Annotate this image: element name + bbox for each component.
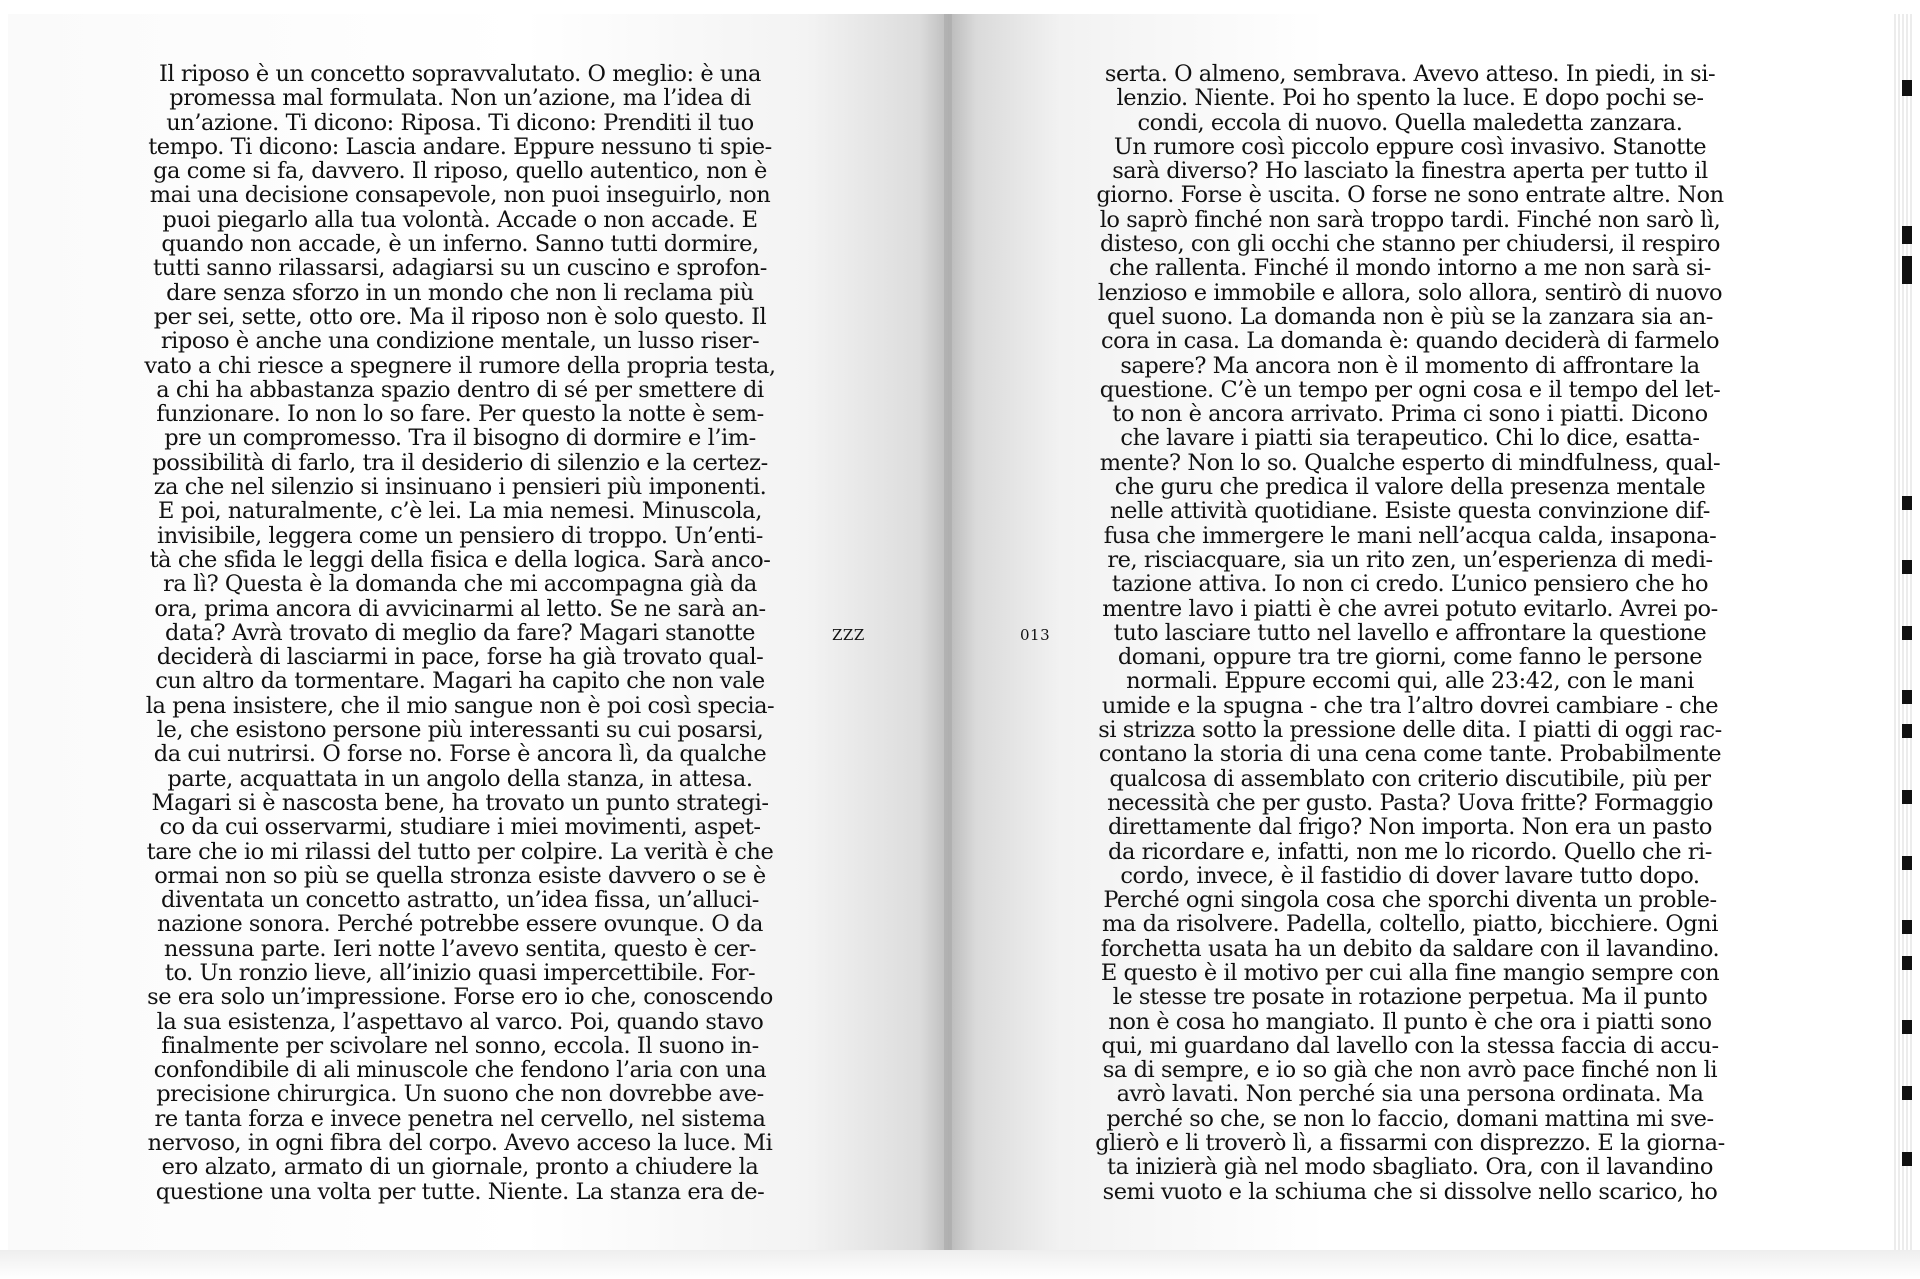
text-line: necessità che per gusto. Pasta? Uova fritte? Formaggio <box>1107 789 1713 816</box>
text-line: sapere? Ma ancora non è il momento di affrontare la <box>1120 352 1700 379</box>
text-line: parte, acquattata in un angolo della stanza, in attesa. <box>167 765 753 792</box>
text-line: un’azione. Ti dicono: Riposa. Ti dicono: Prenditi il tuo <box>166 109 754 136</box>
text-line: diventata un concetto astratto, un’idea fissa, un’alluci- <box>161 887 759 914</box>
text-line: E questo è il motivo per cui alla fine mangio sempre con <box>1100 959 1720 986</box>
edge-tab-mark <box>1902 856 1912 870</box>
text-line: qui, mi guardano dal lavello con la stessa faccia di accu- <box>1101 1032 1719 1059</box>
text-line: lenzio. Niente. Poi ho spento la luce. E dopo pochi se- <box>1116 85 1704 112</box>
text-line: lenzioso e immobile e allora, solo allora, sentirò di nuovo <box>1097 279 1723 306</box>
text-line: puoi piegarlo alla tua volontà. Accade o non accade. E <box>162 206 758 233</box>
text-line: cordo, invece, è il fastidio di dover lavare tutto dopo. <box>1120 862 1700 889</box>
text-line: tuto lasciare tutto nel lavello e affrontare la questione <box>1113 619 1707 646</box>
text-line: serta. O almeno, sembrava. Avevo atteso. In piedi, in si- <box>1104 61 1716 87</box>
text-line: giorno. Forse è uscita. O forse ne sono entrate altre. Non <box>1096 182 1724 209</box>
text-line: pre un compromesso. Tra il bisogno di dormire e l’im- <box>164 425 756 452</box>
text-line: nessuna parte. Ieri notte l’avevo sentita, questo è cer- <box>163 935 757 962</box>
text-line: domani, oppure tra tre giorni, come fanno le persone <box>1117 644 1703 671</box>
text-line: che lavare i piatti sia terapeutico. Chi lo dice, esatta- <box>1120 425 1700 452</box>
text-line: mentre lavo i piatti è che avrei potuto evitarlo. Avrei po- <box>1102 595 1718 622</box>
edge-tab-mark <box>1902 560 1912 574</box>
text-line: invisibile, leggera come un pensiero di troppo. Un’enti- <box>157 522 763 549</box>
text-line: tutti sanno rilassarsi, adagiarsi su un cuscino e sprofon- <box>153 255 767 282</box>
text-line: promessa mal formulata. Non un’azione, ma l’idea di <box>169 85 751 112</box>
text-line: qualcosa di assemblato con criterio discutibile, più per <box>1109 765 1711 792</box>
text-line: fusa che immergere le mani nell’acqua calda, insapona- <box>1103 522 1717 549</box>
text-line: ormai non so più se quella stronza esiste davvero o se è <box>154 862 766 889</box>
edge-tab-mark <box>1902 1020 1912 1034</box>
text-line: tà che sfida le leggi della fisica e della logica. Sarà anco- <box>149 546 771 573</box>
text-line: da cui nutrirsi. O forse no. Forse è ancora lì, da qualche <box>153 741 767 768</box>
edge-tab-mark <box>1902 790 1912 804</box>
edge-tab-mark <box>1902 1086 1912 1100</box>
text-line: che rallenta. Finché il mondo intorno a me non sarà si- <box>1109 255 1711 282</box>
text-line: ta inizierà già nel modo sbagliato. Ora, con il lavandino <box>1106 1154 1714 1181</box>
right-page-text <box>1000 62 1820 1204</box>
page-number: 013 <box>1020 626 1051 644</box>
text-line: cun altro da tormentare. Magari ha capito che non vale <box>155 668 765 695</box>
text-line: Magari si è nascosta bene, ha trovato un punto strategi- <box>151 789 769 816</box>
edge-tab-mark <box>1902 1152 1912 1166</box>
text-line: glierò e li troverò lì, a fissarmi con disprezzo. E la giorna- <box>1095 1130 1725 1157</box>
text-line: precisione chirurgica. Un suono che non dovrebbe ave- <box>156 1081 764 1108</box>
text-line: lo saprò finché non sarà troppo tardi. Finché non sarò lì, <box>1099 206 1721 233</box>
text-line: riposo è anche una condizione mentale, un lusso riser- <box>160 328 760 355</box>
text-line: ora, prima ancora di avvicinarmi al letto. Se ne sarà an- <box>154 595 766 622</box>
text-line: Perché ogni singola cosa che sporchi diventa un proble- <box>1103 887 1717 914</box>
text-line: cora in casa. La domanda è: quando deciderà di farmelo <box>1100 328 1720 355</box>
text-line: ma da risolvere. Padella, coltello, piatto, bicchiere. Ogni <box>1102 911 1718 938</box>
text-line: condi, eccola di nuovo. Quella maledetta zanzara. <box>1137 109 1683 136</box>
book-gutter <box>944 14 952 1250</box>
text-line: da ricordare e, infatti, non me lo ricordo. Quello che ri- <box>1108 838 1712 865</box>
text-line: deciderà di lasciarmi in pace, forse ha già trovato qual- <box>156 644 764 671</box>
text-line: possibilità di farlo, tra il desiderio di silenzio e la certez- <box>152 449 768 476</box>
text-line: perché so che, se non lo faccio, domani mattina mi sve- <box>1106 1105 1714 1132</box>
text-line: le stesse tre posate in rotazione perpetua. Ma il punto <box>1112 984 1708 1011</box>
text-line: vato a chi riesce a spegnere il rumore della propria testa, <box>144 352 776 379</box>
text-line: se era solo un’impressione. Forse ero io che, conoscendo <box>147 984 773 1011</box>
text-line: to. Un ronzio lieve, all’inizio quasi impercettibile. For- <box>164 959 756 986</box>
text-line: a chi ha abbastanza spazio dentro di sé per smettere di <box>156 376 764 403</box>
text-line: non è cosa ho mangiato. Il punto è che ora i piatti sono <box>1108 1008 1712 1035</box>
text-line: E poi, naturalmente, c’è lei. La mia nemesi. Minuscola, <box>158 498 762 525</box>
text-line: funzionare. Io non lo so fare. Per questo la notte è sem- <box>156 401 764 428</box>
text-line: finalmente per scivolare nel sonno, eccola. Il suono in- <box>161 1032 759 1059</box>
text-line: ga come si fa, davvero. Il riposo, quello autentico, non è <box>153 158 767 185</box>
text-line: ra lì? Questa è la domanda che mi accompagna già da <box>163 571 757 598</box>
text-line: questione. C’è un tempo per ogni cosa e il tempo del let- <box>1099 376 1721 403</box>
text-line: contano la storia di una cena come tante. Probabilmente <box>1098 741 1722 768</box>
edge-tab-mark <box>1902 626 1912 640</box>
text-line: forchetta usata ha un debito da saldare con il lavandino. <box>1100 935 1720 962</box>
text-line: co da cui osservarmi, studiare i miei movimenti, aspet- <box>159 814 761 841</box>
text-line: disteso, con gli occhi che stanno per chiudersi, il respiro <box>1100 231 1720 258</box>
text-line: la sua esistenza, l’aspettavo al varco. Poi, quando stavo <box>156 1008 764 1035</box>
text-line: quel suono. La domanda non è più se la zanzara sia an- <box>1107 303 1713 330</box>
text-line: re, risciacquare, sia un rito zen, un’esperienza di medi- <box>1107 546 1713 573</box>
text-line: sa di sempre, e io so già che non avrò pace finché non li <box>1102 1057 1718 1084</box>
text-line: tempo. Ti dicono: Lascia andare. Eppure nessuno ti spie- <box>148 133 772 160</box>
text-line: questione una volta per tutte. Niente. La stanza era de- <box>155 1178 765 1205</box>
text-line: che guru che predica il valore della presenza mentale <box>1114 474 1706 501</box>
text-line: umide e la spugna - che tra l’altro dovrei cambiare - che <box>1101 692 1719 719</box>
edge-tab-mark <box>1902 920 1912 934</box>
text-line: normali. Eppure eccomi qui, alle 23:42, con le mani <box>1126 668 1694 695</box>
edge-tab-mark <box>1902 496 1912 510</box>
text-line: le, che esistono persone più interessanti su cui posarsi, <box>156 717 764 744</box>
text-line: confondibile di ali minuscole che fendono l’aria con una <box>153 1057 767 1084</box>
edge-tab-mark <box>1902 724 1912 738</box>
text-line: per sei, sette, otto ore. Ma il riposo non è solo questo. Il <box>153 303 767 330</box>
text-line: avrò lavati. Non perché sia una persona ordinata. Ma <box>1116 1081 1704 1108</box>
text-line: quando non accade, è un inferno. Sanno tutti dormire, <box>161 231 759 258</box>
left-page-text <box>50 62 870 1204</box>
edge-tab-mark <box>1902 690 1912 704</box>
text-line: mente? Non lo so. Qualche esperto di mindfulness, qual- <box>1099 449 1721 476</box>
text-line: tare che io mi rilassi del tutto per colpire. La verità è che <box>146 838 774 865</box>
text-line: la pena insistere, che il mio sangue non è poi così specia- <box>145 692 775 719</box>
text-line: nazione sonora. Perché potrebbe essere ovunque. O da <box>157 911 763 938</box>
running-folio: ZZZ <box>832 626 865 644</box>
text-line: re tanta forza e invece penetra nel cervello, nel sistema <box>154 1105 766 1132</box>
edge-tab-mark <box>1902 226 1912 244</box>
text-line: semi vuoto e la schiuma che si dissolve nello scarico, ho <box>1102 1178 1718 1205</box>
text-line: mai una decisione consapevole, non puoi inseguirlo, non <box>149 182 771 209</box>
edge-tab-mark <box>1902 956 1912 970</box>
text-line: data? Avrà trovato di meglio da fare? Magari stanotte <box>165 619 755 646</box>
text-line: za che nel silenzio si insinuano i pensieri più imponenti. <box>153 474 767 501</box>
text-line: tazione attiva. Io non ci credo. L’unico pensiero che ho <box>1111 571 1709 598</box>
edge-tab-mark <box>1902 256 1912 284</box>
text-line: Il riposo è un concetto sopravvalutato. O meglio: è una <box>159 61 761 87</box>
text-line: Un rumore così piccolo eppure così invasivo. Stanotte <box>1113 133 1707 160</box>
text-line: direttamente dal frigo? Non importa. Non era un pasto <box>1107 814 1713 841</box>
page-bottom-edge <box>0 1250 1920 1279</box>
text-line: nervoso, in ogni fibra del corpo. Avevo acceso la luce. Mi <box>147 1130 773 1157</box>
text-line: si strizza sotto la pressione delle dita. I piatti di oggi rac- <box>1098 717 1722 744</box>
text-line: to non è ancora arrivato. Prima ci sono i piatti. Dicono <box>1112 401 1708 428</box>
text-line: nelle attività quotidiane. Esiste questa convinzione dif- <box>1110 498 1710 525</box>
text-line: ero alzato, armato di un giornale, pronto a chiudere la <box>161 1154 759 1181</box>
text-line: dare senza sforzo in un mondo che non li reclama più <box>166 279 754 306</box>
text-line: sarà diverso? Ho lasciato la finestra aperta per tutto il <box>1112 158 1708 185</box>
edge-tab-mark <box>1902 80 1912 96</box>
